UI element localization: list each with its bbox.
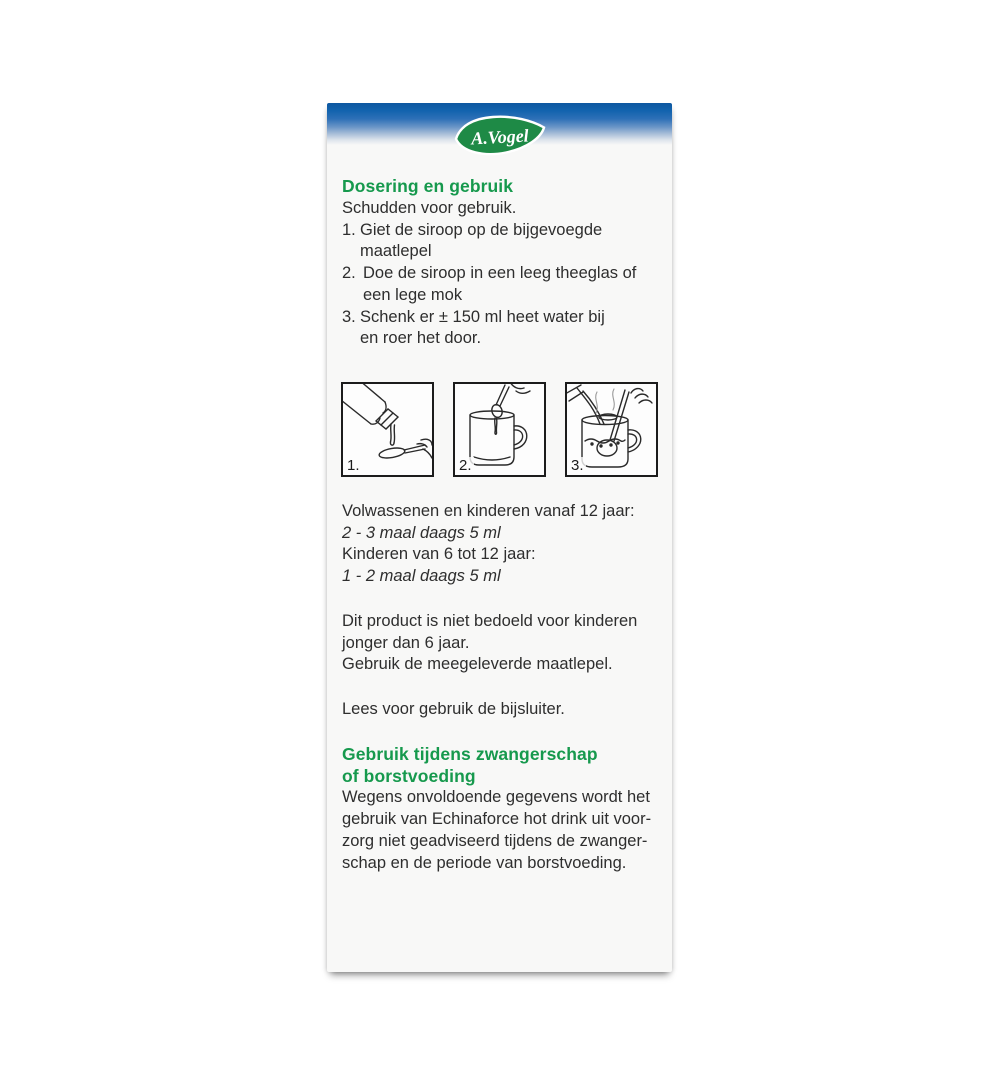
step-text: Giet de siroop op de bijgevoegde <box>360 220 603 239</box>
step-number: 2. <box>342 264 356 283</box>
pregnancy-section <box>342 744 666 874</box>
figure-number: 3. <box>571 457 584 474</box>
figure-number: 2. <box>459 457 472 474</box>
leaflet-note <box>342 699 666 721</box>
figure-step-2 <box>453 382 546 477</box>
dosage-step-1 <box>342 220 666 263</box>
shake-instruction: Schudden voor gebruik. <box>342 199 517 217</box>
dose-group-label: Volwassenen en kinderen vanaf 12 jaar: <box>342 502 635 520</box>
step-text: een lege mok <box>363 285 463 304</box>
step-number: 3. <box>342 307 356 326</box>
note-line: Gebruik de meegeleverde maatlepel. <box>342 655 613 674</box>
note-line: jonger dan 6 jaar. <box>342 633 470 652</box>
step-illustrations <box>341 382 665 477</box>
pregnancy-body-line: zorg niet geadviseerd tijdens de zwanger- <box>342 831 648 850</box>
product-package-back-panel <box>327 103 672 972</box>
step-text: maatlepel <box>360 242 432 261</box>
pregnancy-heading-line: Gebruik tijdens zwangerschap <box>342 744 598 764</box>
pregnancy-body-line: schap en de periode van borstvoeding. <box>342 853 627 872</box>
pregnancy-body-line: Wegens onvoldoende gegevens wordt het <box>342 788 650 807</box>
figure-step-3 <box>565 382 658 477</box>
step-text: Doe de siroop in een leeg theeglas of <box>363 264 637 283</box>
dose-group-value: 1 - 2 maal daags 5 ml <box>342 567 501 586</box>
dosage-step-2 <box>342 263 666 306</box>
note-line: Dit product is niet bedoeld voor kinderen <box>342 612 638 630</box>
dose-group-value: 2 - 3 maal daags 5 ml <box>342 523 501 542</box>
figure-step-1 <box>341 382 434 477</box>
pregnancy-heading-line: of borstvoeding <box>342 765 476 786</box>
dosing-amounts <box>342 501 666 588</box>
avogel-logo-text: A.Vogel <box>470 125 529 149</box>
dosage-heading: Dosering en gebruik <box>342 176 514 196</box>
leaflet-line: Lees voor gebruik de bijsluiter. <box>342 700 565 718</box>
usage-notes <box>342 611 666 676</box>
pregnancy-body-line: gebruik van Echinaforce hot drink uit voor- <box>342 810 652 829</box>
dosage-step-3 <box>342 307 666 350</box>
dose-group-label: Kinderen van 6 tot 12 jaar: <box>342 545 536 564</box>
step-number: 1. <box>342 220 356 239</box>
figure-number: 1. <box>347 457 360 474</box>
step-text: en roer het door. <box>360 329 482 348</box>
dosage-section <box>342 175 666 350</box>
avogel-leaf-icon <box>453 114 547 160</box>
step-text: Schenk er ± 150 ml heet water bij <box>360 307 605 326</box>
avogel-logo <box>453 114 547 160</box>
